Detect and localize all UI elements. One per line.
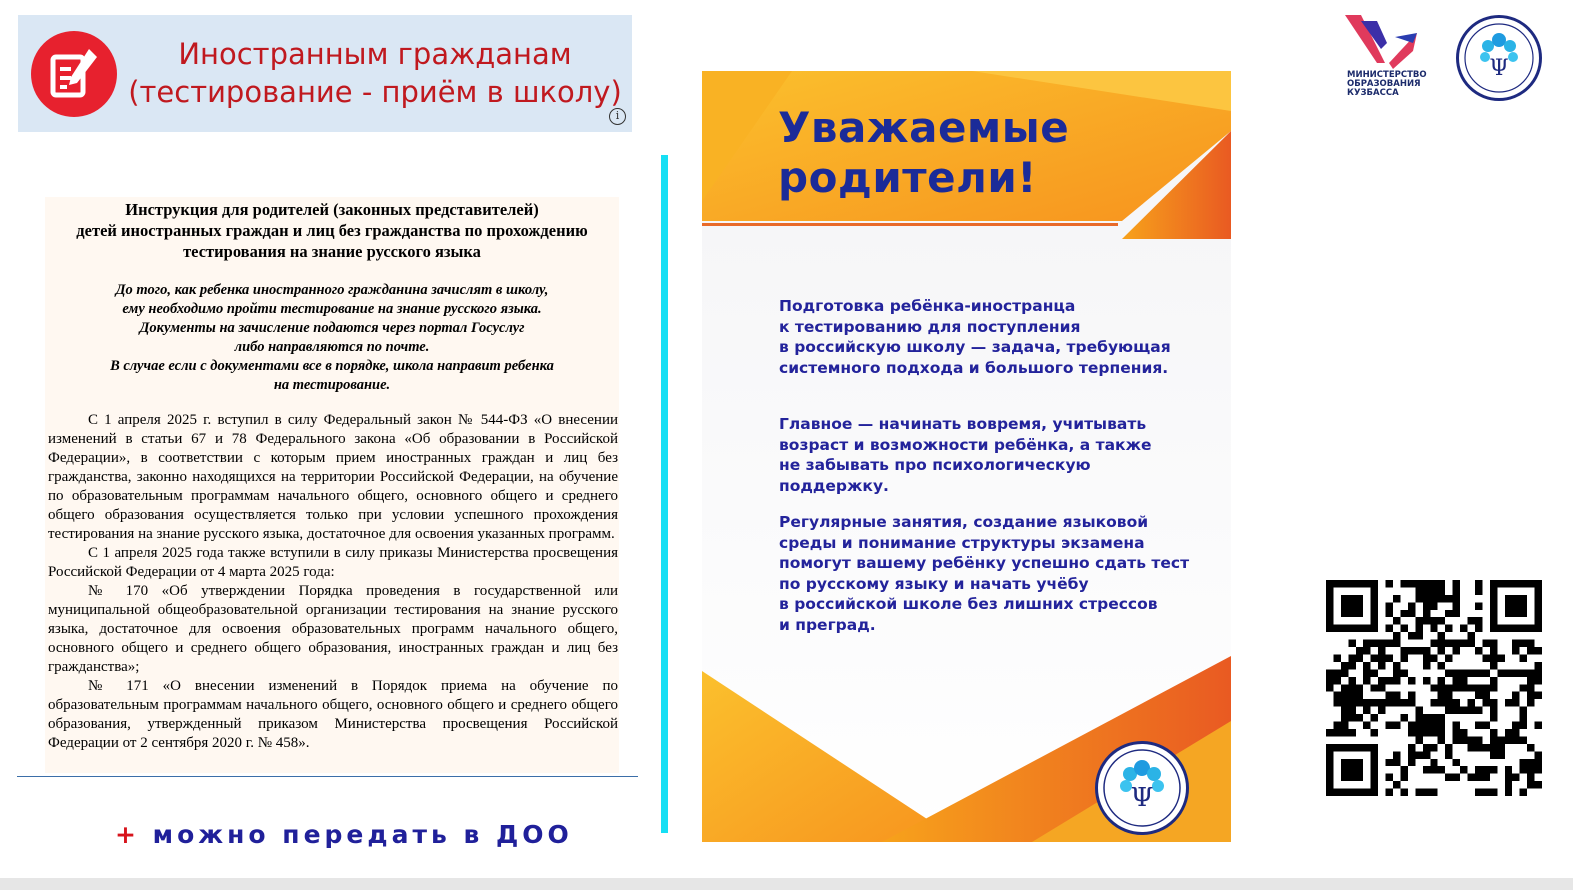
vertical-divider [661,155,668,833]
bottom-strip [0,878,1573,890]
header-banner [18,15,632,132]
qr-code-icon[interactable] [1326,579,1542,797]
notice-line: ему необходимо пройти тестирование на знание русского языка. [122,301,542,317]
parents-poster [702,71,1231,842]
instruction-document [45,197,619,773]
poster-line: по русскому языку и начать учёбу [779,574,1089,593]
title-line: (тестирование - приём в школу) [128,75,622,109]
info-icon[interactable]: i [609,108,626,125]
document-edit-icon [31,31,117,117]
title-line: Иностранным гражданам [178,37,572,71]
instruction-body [48,411,618,753]
ministry-v-logo-icon [1343,13,1438,103]
title-line: детей иностранных граждан и лиц без гражданства по прохождению [76,221,588,240]
poster-paragraph [779,414,1199,496]
instruction-notice [45,281,619,395]
svg-text:Ψ: Ψ [1489,56,1509,81]
body-paragraph: № 170 «Об утверждении Порядка проведения в государственной или муниципальной общеобразовательной организации тестирования на знание русского языка, достаточное для освоения образовательных программ начального общего, основного общего и среднего общего образования, иностранных граждан и лиц без гражданства»; [48,583,618,675]
poster-heading [778,103,1069,203]
logo-line: МИНИСТЕРСТВО [1347,70,1427,80]
heading-line: Уважаемые [778,103,1070,152]
poster-line: к тестированию для поступления [779,317,1081,336]
poster-line: не забывать про психологическую поддержку. [779,456,1091,495]
instruction-title [45,199,619,262]
notice-line: В случае если с документами все в порядке, школа направит ребенка [110,358,554,374]
heading-line: родители! [778,153,1037,202]
poster-paragraph [779,296,1199,378]
body-paragraph: С 1 апреля 2025 г. вступил в силу Федеральный закон № 544-ФЗ «О внесении изменений в статьи 67 и 78 Федерального закона «Об образовании в Российской Федерации», в соответствии с которым прием иностранных граждан и лиц без гражданства, законно находящихся на территории Российской Федерации, на обучение по образовательным программам начального общего, основного общего и среднего общего образования осуществляется только при условии успешного прохождения тестирования на знание русского языка, достаточное для освоения указанных программ. [48,412,618,542]
poster-line: помогут вашему ребёнку успешно сдать тест [779,554,1190,572]
page-title [118,35,632,111]
poster-line: в российскую школу — задача, требующая [779,338,1171,356]
title-line: тестирования на знание русского языка [183,242,481,261]
body-paragraph: С 1 апреля 2025 года также вступили в силу приказы Министерства просвещения Российской Федерации от 4 марта 2025 года: [48,545,618,580]
svg-text:Ψ: Ψ [1130,783,1154,813]
poster-line: и преград. [779,615,876,634]
poster-paragraph [779,512,1199,635]
ministry-logo-text [1347,71,1427,98]
notice-line: на тестирование. [273,377,391,393]
tree-psi-emblem-icon [1456,15,1542,101]
title-line: Инструкция для родителей (законных представителей) [125,200,539,219]
logo-line: КУЗБАССА [1347,88,1399,98]
poster-line: в российской школе без лишних стрессов [779,595,1158,613]
doo-note-text: можно передать в ДОО [152,820,573,849]
plus-sign: + [115,820,140,849]
poster-line: среды и понимание структуры экзамена [779,533,1145,552]
body-paragraph: № 171 «О внесении изменений в Порядок приема на обучение по образовательным программам начального общего, основного общего и среднего общего образования, утвержденный приказом Министерства просвещения Российской Федерации от 2 сентября 2020 г. № 458». [48,678,618,751]
notice-line: До того, как ребенка иностранного гражданина зачислят в школу, [115,282,549,298]
poster-line: Регулярные занятия, создание языковой [779,513,1149,531]
poster-line: системного подхода и большого терпения. [779,358,1169,377]
notice-line: Документы на зачисление подаются через портал Госуслуг [139,320,525,336]
poster-line: Главное — начинать вовремя, учитывать [779,415,1147,433]
doo-note [115,820,573,849]
tree-psi-emblem-icon [1095,741,1189,835]
poster-line: возраст и возможности ребёнка, а также [779,435,1152,454]
poster-line: Подготовка ребёнка-иностранца [779,297,1076,315]
notice-line: либо направляются по почте. [234,339,430,355]
divider-line [17,776,638,777]
logo-line: ОБРАЗОВАНИЯ [1347,79,1421,89]
